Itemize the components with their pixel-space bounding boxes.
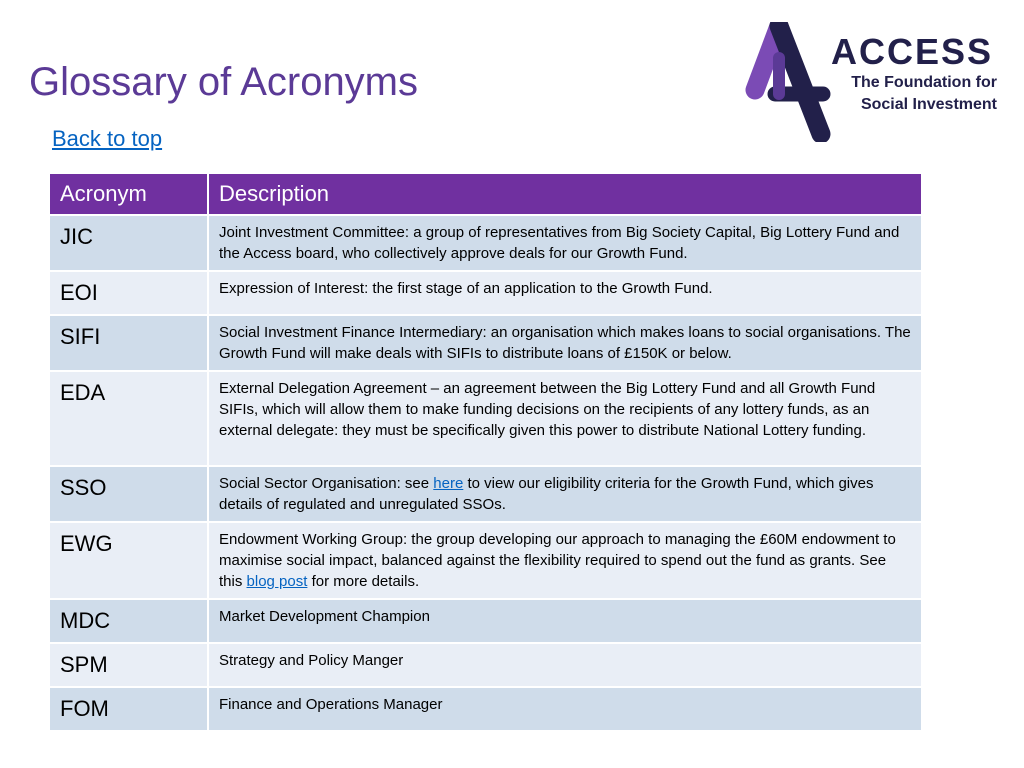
description-cell: Finance and Operations Manager (208, 687, 922, 731)
description-cell: Social Investment Finance Intermediary: an organisation which makes loans to social organisations. The Growth Fund will make deals with SIFIs to distribute loans of £150K or below. (208, 315, 922, 371)
table-row (50, 215, 922, 271)
acronym-table (50, 174, 923, 732)
description-cell (208, 466, 922, 522)
table-row (50, 599, 922, 643)
acronym-cell: FOM (50, 687, 208, 731)
logo-tagline-1: The Foundation for (851, 74, 997, 91)
description-cell: External Delegation Agreement – an agreement between the Big Lottery Fund and all Growth Fund SIFIs, which will allow them to make funding decisions on the recipients of any lottery funds, as an external delegate: they must be specifically given this power to distribute National Lottery funding. (208, 371, 922, 466)
acronym-cell: SSO (50, 466, 208, 522)
table-row (50, 643, 922, 687)
logo-wordmark: ACCESS (831, 31, 994, 72)
table-header-row (50, 174, 922, 215)
back-to-top-link[interactable]: Back to top (52, 126, 163, 151)
description-cell: Expression of Interest: the first stage of an application to the Growth Fund. (208, 271, 922, 315)
description-text: to view our eligibility criteria for the Growth Fund, which gives details of regulated and unregulated SSOs. (219, 475, 874, 513)
header-acronym: Acronym (50, 174, 208, 215)
description-text: Endowment Working Group: the group developing our approach to managing the £60M endowment to maximise social impact, balanced against the flexibility required to spend out the fund as grants. See this (219, 531, 896, 590)
acronym-cell: SIFI (50, 315, 208, 371)
table-row (50, 271, 922, 315)
page-title: Glossary of Acronyms (29, 60, 419, 104)
blog-post-link[interactable]: blog post (246, 573, 308, 590)
description-cell (208, 522, 922, 599)
header-description: Description (208, 174, 922, 215)
access-logo-mark-icon (735, 22, 845, 142)
table-row (50, 522, 922, 599)
description-cell: Joint Investment Committee: a group of representatives from Big Society Capital, Big Lottery Fund and the Access board, who collectively approve deals for our Growth Fund. (208, 215, 922, 271)
description-text: Social Sector Organisation: see (219, 475, 434, 492)
acronym-cell: EOI (50, 271, 208, 315)
table-row (50, 371, 922, 466)
eligibility-criteria-link[interactable]: here (433, 475, 464, 492)
description-cell: Market Development Champion (208, 599, 922, 643)
acronym-cell: EWG (50, 522, 208, 599)
acronym-cell: EDA (50, 371, 208, 466)
access-logo (735, 22, 1005, 142)
description-text: for more details. (307, 573, 420, 590)
acronym-cell: SPM (50, 643, 208, 687)
acronym-cell: JIC (50, 215, 208, 271)
logo-tagline-2: Social Investment (860, 96, 997, 113)
table-row (50, 315, 922, 371)
acronym-cell: MDC (50, 599, 208, 643)
table-row (50, 687, 922, 731)
description-cell: Strategy and Policy Manger (208, 643, 922, 687)
table-row (50, 466, 922, 522)
